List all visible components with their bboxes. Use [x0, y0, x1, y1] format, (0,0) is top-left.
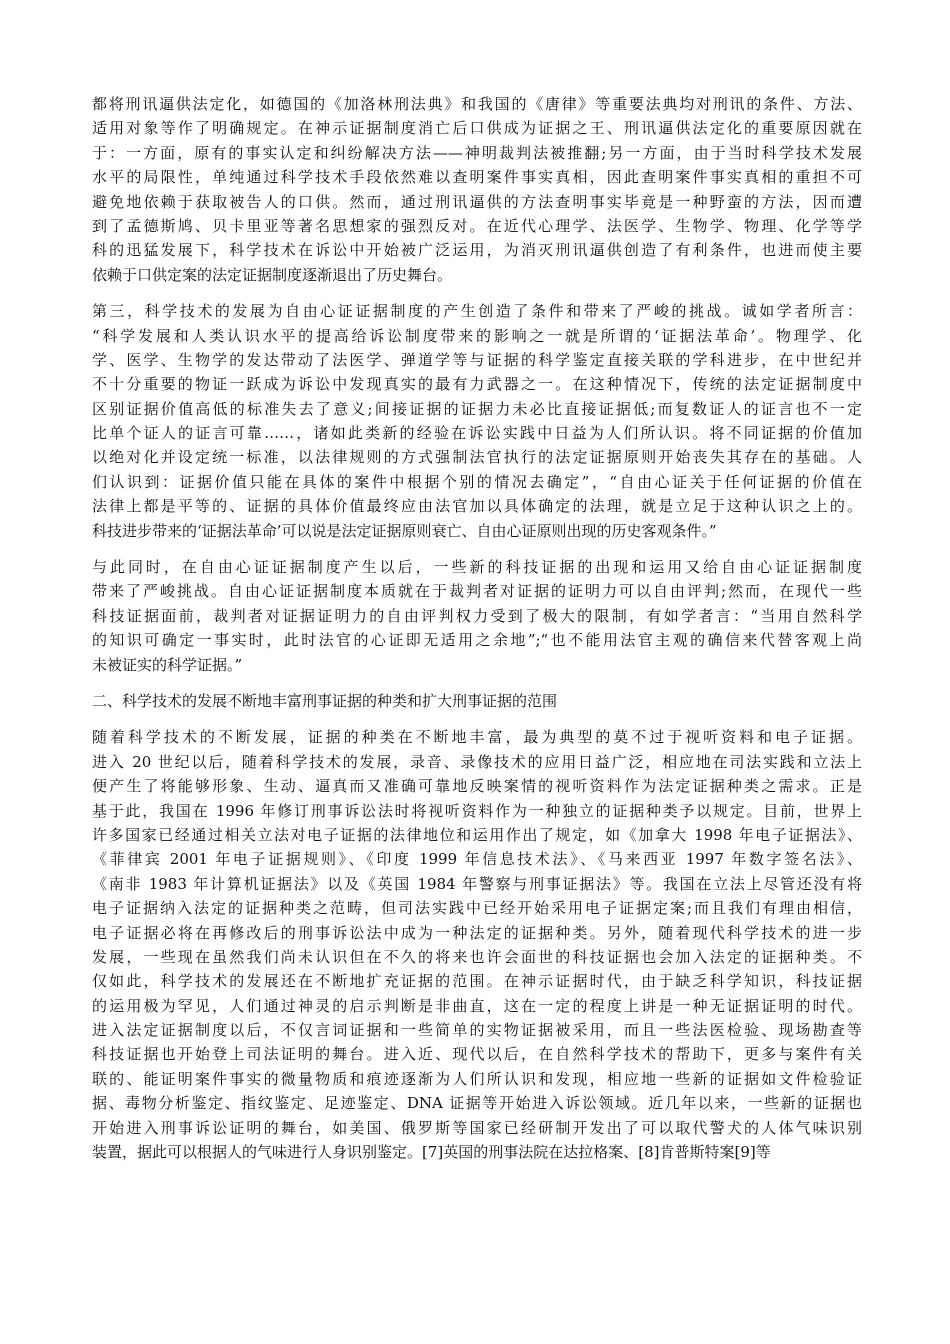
text-line: 科技进步带来的‘证据法革命’可以说是法定证据原则衰亡、自由心证原则出现的历史客观条件。” — [92, 521, 717, 540]
text-line: 科的迅猛发展下，科学技术在诉讼中开始被广泛运用，为消灭刑讯逼供创造了有利条件，也进而使主要 — [92, 241, 862, 260]
text-line: 与此同时，在自由心证证据制度产生以后，一些新的科技证据的出现和运用又给自由心证证据制度 — [92, 558, 862, 577]
text-line: 都将刑讯逼供法定化，如德国的《加洛林刑法典》和我国的《唐律》等重要法典均对刑讯的条件、方法、 — [92, 95, 862, 113]
paragraph — [92, 725, 862, 1164]
text-line: 水平的局限性，单纯通过科学技术手段依然难以查明案件事实真相，因此查明案件事实真相的重担不可 — [92, 168, 862, 187]
text-line: 发展，一些现在虽然我们尚未认识但在不久的将来也许会面世的科技证据也会加入法定的证据种类。不 — [92, 947, 862, 966]
text-line: 适用对象等作了明确规定。在神示证据制度消亡后口供成为证据之王、刑讯逼供法定化的重要原因就在 — [92, 119, 862, 138]
text-line: 依赖于口供定案的法定证据制度逐渐退出了历史舞台。 — [92, 265, 453, 284]
document-page — [92, 92, 862, 1164]
text-line: 于：一方面，原有的事实认定和纠纷解决方法——神明裁判法被推翻;另一方面，由于当时科学技术发展 — [92, 143, 862, 162]
text-line: 不十分重要的物证一跃成为诉讼中发现真实的最有力武器之一。在这种情况下，传统的法定证据制度中 — [92, 375, 862, 394]
text-line: 联的、能证明案件事实的微量物质和痕迹逐渐为人们所认识和发现，相应地一些新的证据如文件检验证 — [92, 1069, 862, 1088]
text-line: 第三，科学技术的发展为自由心证证据制度的产生创造了条件和带来了严峻的挑战。诚如学者所言： — [92, 302, 862, 321]
text-line: 带来了严峻挑战。自由心证证据制度本质就在于裁判者对证据的证明力可以自由评判;然而，在现代一些 — [92, 582, 862, 601]
text-line: 便产生了将能够形象、生动、逼真而又准确可靠地反映案情的视听资料作为法定证据种类之需求。正是 — [92, 777, 862, 796]
text-line: 《南非 1983 年计算机证据法》以及《英国 1984 年警察与刑事证据法》等。我国在立法上尽管还没有将 — [92, 874, 862, 893]
text-line: 进入法定证据制度以后，不仅言词证据和一些简单的实物证据被采用，而且一些法医检验、现场勘查等 — [92, 1021, 862, 1040]
text-line: 仅如此，科学技术的发展还在不断地扩充证据的范围。在神示证据时代，由于缺乏科学知识，科技证据 — [92, 972, 862, 991]
paragraph — [92, 92, 862, 287]
paragraph-gap — [92, 713, 862, 725]
text-line: 避免地依赖于获取被告人的口供。然而，通过刑讯逼供的方法查明事实毕竟是一种野蛮的方法，因而遭 — [92, 192, 862, 211]
text-line: 开始进入刑事诉讼证明的舞台，如美国、俄罗斯等国家已经研制开发出了可以取代警犬的人体气味识别 — [92, 1118, 862, 1137]
paragraph — [92, 555, 862, 677]
text-line: 未被证实的科学证据。” — [92, 655, 243, 674]
text-line: 电子证据必将在再修改后的刑事诉讼法中成为一种法定的证据种类。另外，随着现代科学技术的进一步 — [92, 923, 862, 942]
text-line: 据、毒物分析鉴定、指纹鉴定、足迹鉴定、DNA 证据等开始进入诉讼领域。近几年以来，一些新的证据也 — [92, 1094, 862, 1113]
text-line: 的知识可确定一事实时，此时法官的心证即无适用之余地”;“也不能用法官主观的确信来代替客观上尚 — [92, 631, 862, 650]
text-line: 学、医学、生物学的发达带动了法医学、弹道学等与证据的科学鉴定直接关联的学科进步，在中世纪并 — [92, 350, 862, 369]
text-line: 的运用极为罕见，人们通过神灵的启示判断是非曲直，这在一定的程度上讲是一种无证据证明的时代。 — [92, 996, 862, 1015]
text-line: “科学发展和人类认识水平的提高给诉讼制度带来的影响之一就是所谓的‘证据法革命’。物理学、化 — [92, 326, 862, 345]
text-line: 以绝对化并设定统一标准，以法律规则的方式强制法官执行的法定证据原则开始丧失其存在的基础。人 — [92, 448, 862, 467]
text-line: 进入 20 世纪以后，随着科学技术的发展，录音、录像技术的应用日益广泛，相应地在司法实践和立法上 — [92, 752, 862, 771]
text-line: 基于此，我国在 1996 年修订刑事诉讼法时将视听资料作为一种独立的证据种类予以规定。目前，世界上 — [92, 801, 862, 820]
paragraph — [92, 299, 862, 543]
text-line: 电子证据纳入法定的证据种类之范畴，但司法实践中已经开始采用电子证据定案;而且我们有理由相信， — [92, 899, 862, 918]
paragraph-gap — [92, 287, 862, 299]
paragraph-gap — [92, 677, 862, 689]
text-line: 许多国家已经通过相关立法对电子证据的法律地位和运用作出了规定，如《加拿大 1998 年电子证据法》、 — [92, 825, 862, 844]
paragraph-gap — [92, 543, 862, 555]
text-line: 随着科学技术的不断发展，证据的种类在不断地丰富，最为典型的莫不过于视听资料和电子证据。 — [92, 728, 862, 747]
text-line: 科技证据也开始登上司法证明的舞台。进入近、现代以后，在自然科学技术的帮助下，更多与案件有关 — [92, 1045, 862, 1064]
text-line: 《菲律宾 2001 年电子证据规则》、《印度 1999 年信息技术法》、《马来西亚 1997 年数字签名法》、 — [92, 850, 862, 869]
text-line: 装置，据此可以根据人的气味进行人身识别鉴定。[7]英国的刑事法院在达拉格案、[8]肯普斯特案[9]等 — [92, 1143, 771, 1162]
text-line: 比单个证人的证言可靠……，诸如此类新的经验在诉讼实践中日益为人们所认识。将不同证据的价值加 — [92, 424, 862, 443]
text-line: 二、科学技术的发展不断地丰富刑事证据的种类和扩大刑事证据的范围 — [92, 691, 558, 710]
section-heading — [92, 689, 862, 713]
text-line: 法律上都是平等的、证据的具体价值最终应由法官加以具体确定的法理，就是立足于这种认识之上的。 — [92, 497, 862, 516]
text-line: 到了孟德斯鸠、贝卡里亚等著名思想家的强烈反对。在近代心理学、法医学、生物学、物理、化学等学 — [92, 216, 862, 235]
text-line: 区别证据价值高低的标准失去了意义;间接证据的证据力未必比直接证据低;而复数证人的证言也不一定 — [92, 399, 862, 418]
text-line: 们认识到：证据价值只能在具体的案件中根据个别的情况去确定”，“自由心证关于任何证据的价值在 — [92, 472, 862, 491]
text-line: 科技证据面前，裁判者对证据证明力的自由评判权力受到了极大的限制，有如学者言：“当用自然科学 — [92, 606, 862, 625]
